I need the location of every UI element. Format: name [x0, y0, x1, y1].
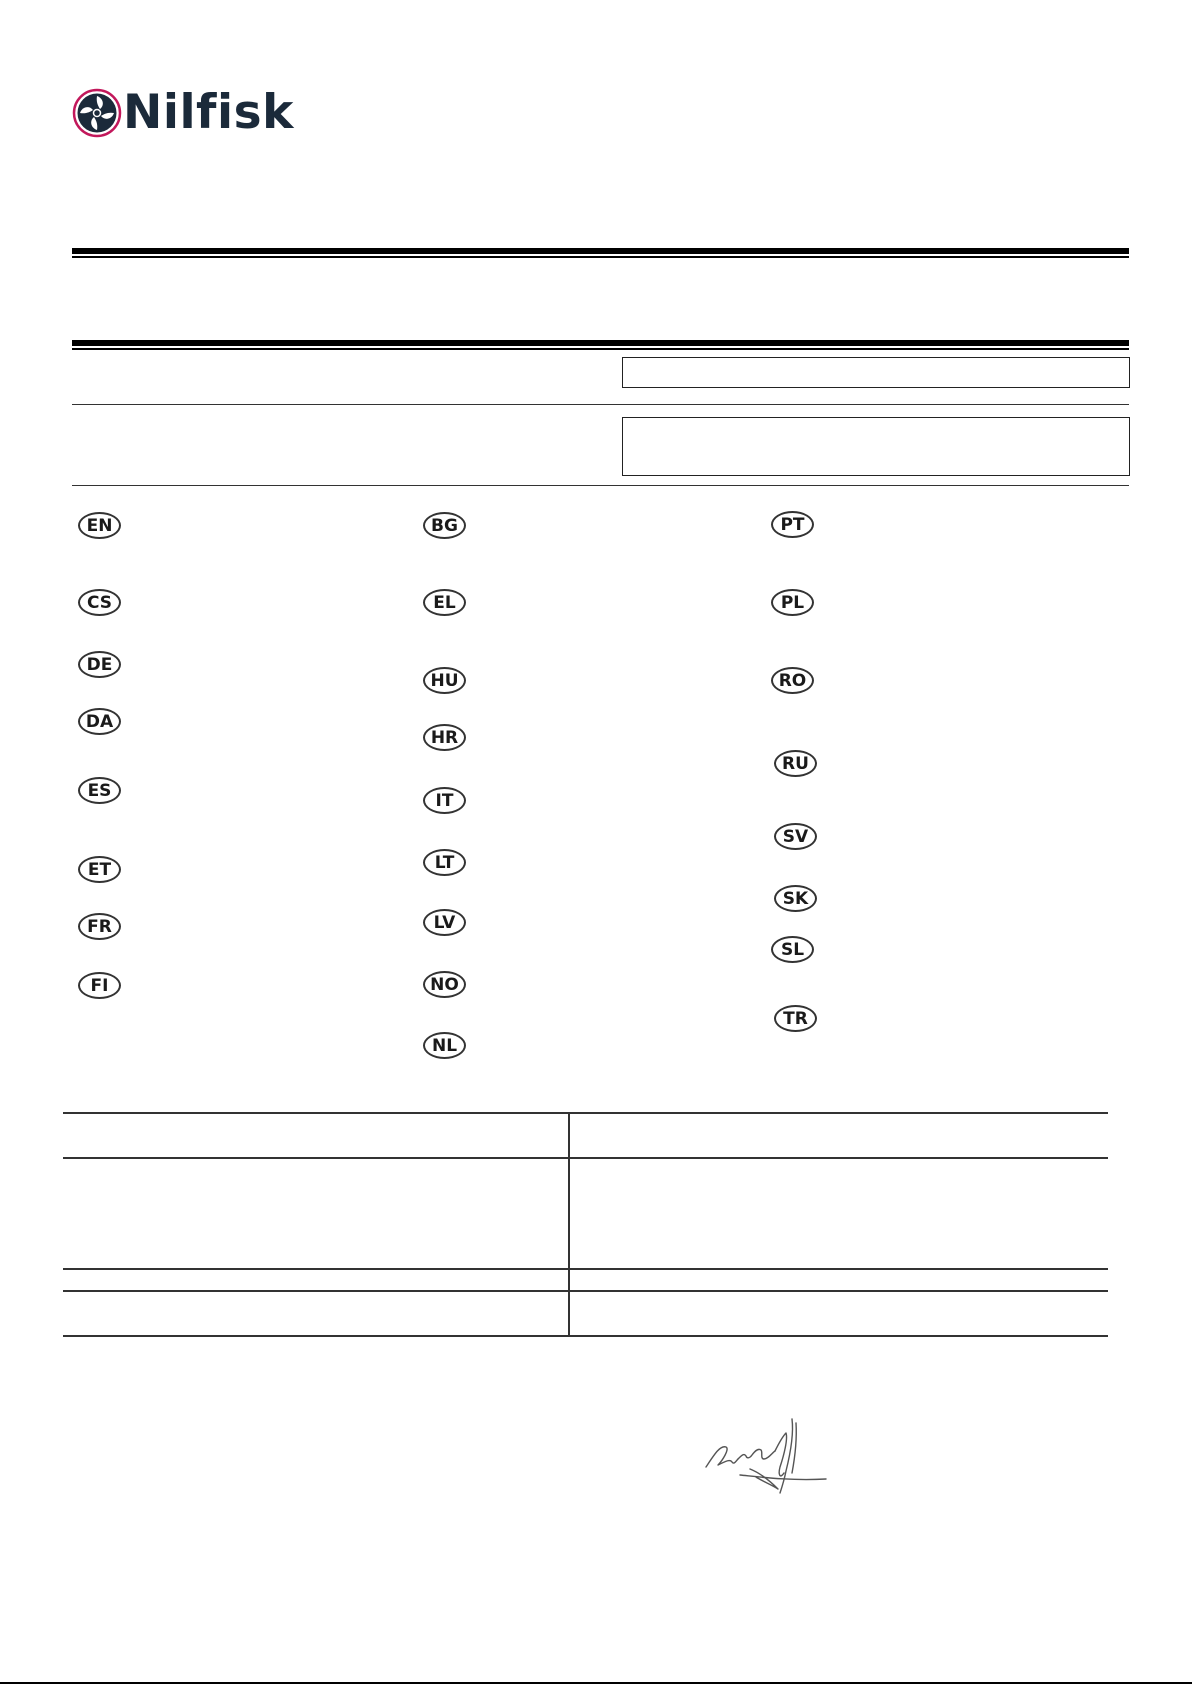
divider-1 [72, 404, 1129, 405]
table-rule-3 [63, 1268, 1108, 1270]
language-badge-sv: SV [774, 823, 817, 850]
language-badge-hu: HU [423, 667, 466, 694]
language-badge-de: DE [78, 651, 121, 678]
language-badge-sk: SK [774, 885, 817, 912]
language-badge-fi: FI [78, 972, 121, 999]
section-rule-thin [72, 348, 1129, 350]
field-box-2 [622, 417, 1130, 476]
language-badge-ru: RU [774, 750, 817, 777]
section-rule-thick [72, 340, 1129, 346]
language-badge-ro: RO [771, 667, 814, 694]
language-badge-lv: LV [423, 909, 466, 936]
handwritten-signature-icon [700, 1415, 830, 1505]
language-badge-no: NO [423, 971, 466, 998]
language-badge-bg: BG [423, 512, 466, 539]
table-rule-1 [63, 1112, 1108, 1114]
language-badge-en: EN [78, 512, 121, 539]
language-badge-lt: LT [423, 849, 466, 876]
language-badge-tr: TR [774, 1005, 817, 1032]
table-rule-4 [63, 1290, 1108, 1292]
table-rule-2 [63, 1157, 1108, 1159]
language-badge-nl: NL [423, 1032, 466, 1059]
page-bottom-rule [0, 1682, 1192, 1684]
language-badge-da: DA [78, 708, 121, 735]
language-badge-cs: CS [78, 589, 121, 616]
divider-2 [72, 485, 1129, 486]
language-badge-pl: PL [771, 589, 814, 616]
nilfisk-logo-mark-icon [72, 88, 122, 138]
language-badge-el: EL [423, 589, 466, 616]
language-badge-et: ET [78, 856, 121, 883]
language-badge-es: ES [78, 777, 121, 804]
top-rule-thick [72, 248, 1129, 254]
brand-name: Nilfisk [123, 85, 294, 140]
table-rule-5 [63, 1335, 1108, 1337]
nilfisk-logo [72, 85, 294, 140]
field-box-1 [622, 357, 1130, 388]
language-badge-fr: FR [78, 913, 121, 940]
language-badge-hr: HR [423, 724, 466, 751]
language-badge-pt: PT [771, 511, 814, 538]
top-rule-thin [72, 256, 1129, 258]
language-badge-sl: SL [771, 936, 814, 963]
table-column-divider [568, 1112, 570, 1336]
language-badge-it: IT [423, 787, 466, 814]
